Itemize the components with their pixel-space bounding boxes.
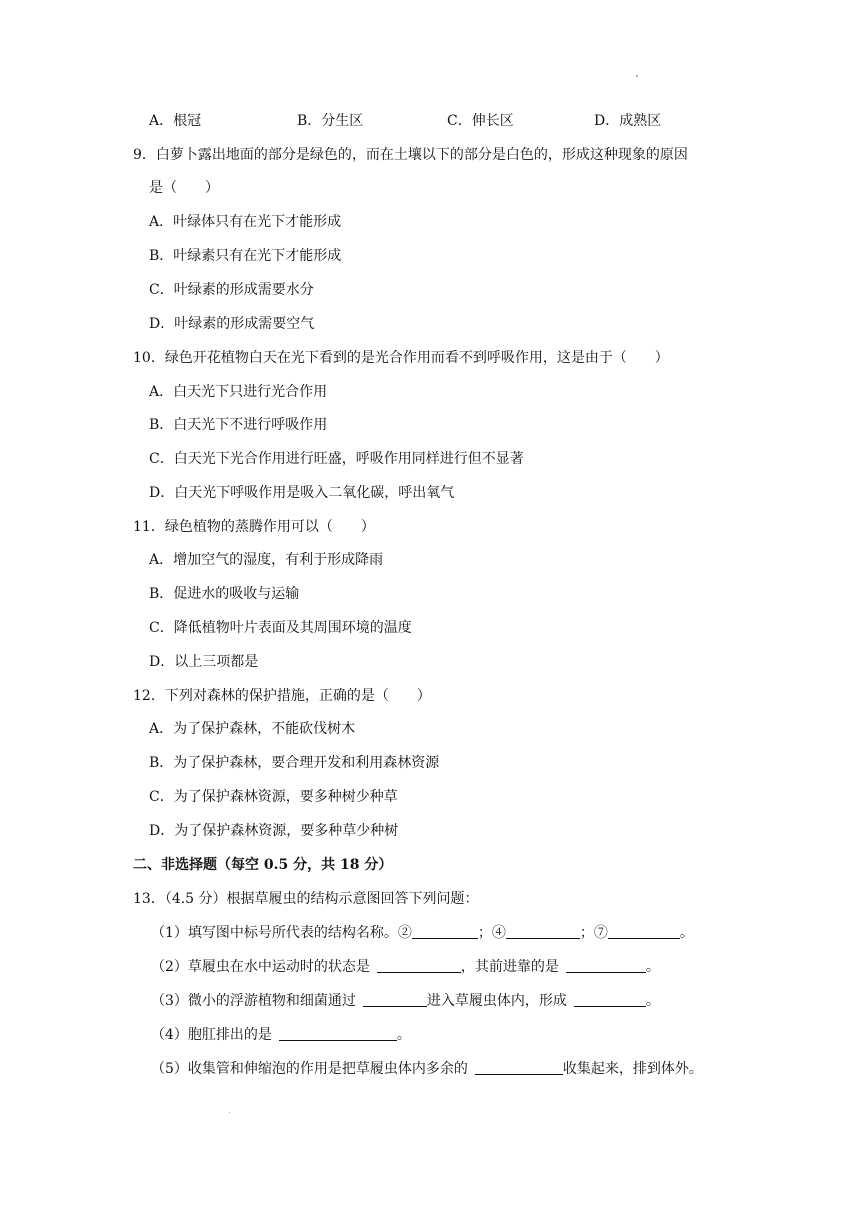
q13-p5-end: 收集起来，排到体外。	[562, 1061, 703, 1077]
answer-blank-4[interactable]	[506, 923, 580, 939]
q13-p1-end: 。	[679, 925, 694, 941]
section-2-title: 二、非选择题（每空 0.5 分，共 18 分）	[133, 857, 393, 873]
q13-p1-text: （1）填写图中标号所代表的结构名称。②	[151, 925, 412, 941]
q8-option-b: B．分生区	[297, 113, 364, 129]
q13-p4-end: 。	[396, 1027, 411, 1043]
q9-option-c: C．叶绿素的形成需要水分	[149, 282, 314, 298]
q13-stem: 13．（4.5 分）根据草履虫的结构示意图回答下列问题：	[133, 891, 479, 907]
q12-option-a: A．为了保护森林，不能砍伐树木	[149, 721, 356, 737]
q8-option-c: C．伸长区	[447, 113, 514, 129]
q13-p2-mid: ，其前进靠的是	[460, 959, 559, 975]
q9-option-b: B．叶绿素只有在光下才能形成	[149, 248, 342, 264]
page-mark	[636, 75, 638, 77]
q13-p2-end: 。	[645, 959, 660, 975]
answer-blank-propulsion[interactable]	[566, 957, 646, 973]
q13-p1-sep1: ；④	[477, 925, 506, 941]
q13-p4-text: （4）胞肛排出的是	[151, 1027, 272, 1043]
answer-blank-7[interactable]	[608, 923, 680, 939]
q12-option-c: C．为了保护森林资源，要多种树少种草	[149, 789, 398, 805]
q10-option-a: A．白天光下只进行光合作用	[149, 384, 328, 400]
answer-blank-intake[interactable]	[363, 991, 427, 1007]
q11-option-d: D．以上三项都是	[149, 654, 259, 670]
q13-part-2	[151, 957, 660, 977]
q13-p3-text: （3）微小的浮游植物和细菌通过	[151, 993, 356, 1009]
answer-blank-anal-pore[interactable]	[279, 1025, 397, 1041]
page-mark-bottom	[229, 1112, 230, 1113]
q10-option-d: D．白天光下呼吸作用是吸入二氧化碳，呼出氧气	[149, 485, 455, 501]
q13-part-1	[151, 923, 694, 943]
q11-option-c: C．降低植物叶片表面及其周围环境的温度	[149, 620, 412, 636]
q10-stem: 10．绿色开花植物白天在光下看到的是光合作用而看不到呼吸作用，这是由于（ ）	[133, 350, 669, 366]
q13-part-4	[151, 1025, 411, 1045]
q11-option-a: A．增加空气的湿度，有利于形成降雨	[149, 552, 384, 568]
q13-p3-mid: 进入草履虫体内，形成	[426, 993, 567, 1009]
q8-option-d: D．成熟区	[594, 113, 662, 129]
q9-option-a: A．叶绿体只有在光下才能形成	[149, 214, 342, 230]
q12-option-b: B．为了保护森林，要合理开发和利用森林资源	[149, 755, 440, 771]
q13-part-5	[151, 1059, 703, 1079]
q11-option-b: B．促进水的吸收与运输	[149, 586, 300, 602]
q11-stem: 11．绿色植物的蒸腾作用可以（ ）	[133, 519, 375, 535]
q10-option-c: C．白天光下光合作用进行旺盛，呼吸作用同样进行但不显著	[149, 451, 524, 467]
q12-option-d: D．为了保护森林资源，要多种草少种树	[149, 823, 399, 839]
q10-option-b: B．白天光下不进行呼吸作用	[149, 417, 328, 433]
q8-option-a: A．根冠	[149, 113, 202, 129]
answer-blank-2[interactable]	[412, 923, 478, 939]
q9-option-d: D．叶绿素的形成需要空气	[149, 316, 315, 332]
q13-p3-end: 。	[645, 993, 660, 1009]
q13-p2-text: （2）草履虫在水中运动时的状态是	[151, 959, 370, 975]
q9-stem-line2: 是（ ）	[149, 180, 219, 196]
q13-p1-sep2: ；⑦	[579, 925, 608, 941]
answer-blank-excess[interactable]	[475, 1059, 563, 1075]
q13-p5-text: （5）收集管和伸缩泡的作用是把草履虫体内多余的	[151, 1061, 468, 1077]
q12-stem: 12．下列对森林的保护措施，正确的是（ ）	[133, 688, 431, 704]
answer-blank-motion-state[interactable]	[377, 957, 461, 973]
q13-part-3	[151, 991, 660, 1011]
q9-stem-line1: 9．白萝卜露出地面的部分是绿色的，而在土壤以下的部分是白色的，形成这种现象的原因	[133, 147, 688, 163]
answer-blank-forms[interactable]	[574, 991, 646, 1007]
